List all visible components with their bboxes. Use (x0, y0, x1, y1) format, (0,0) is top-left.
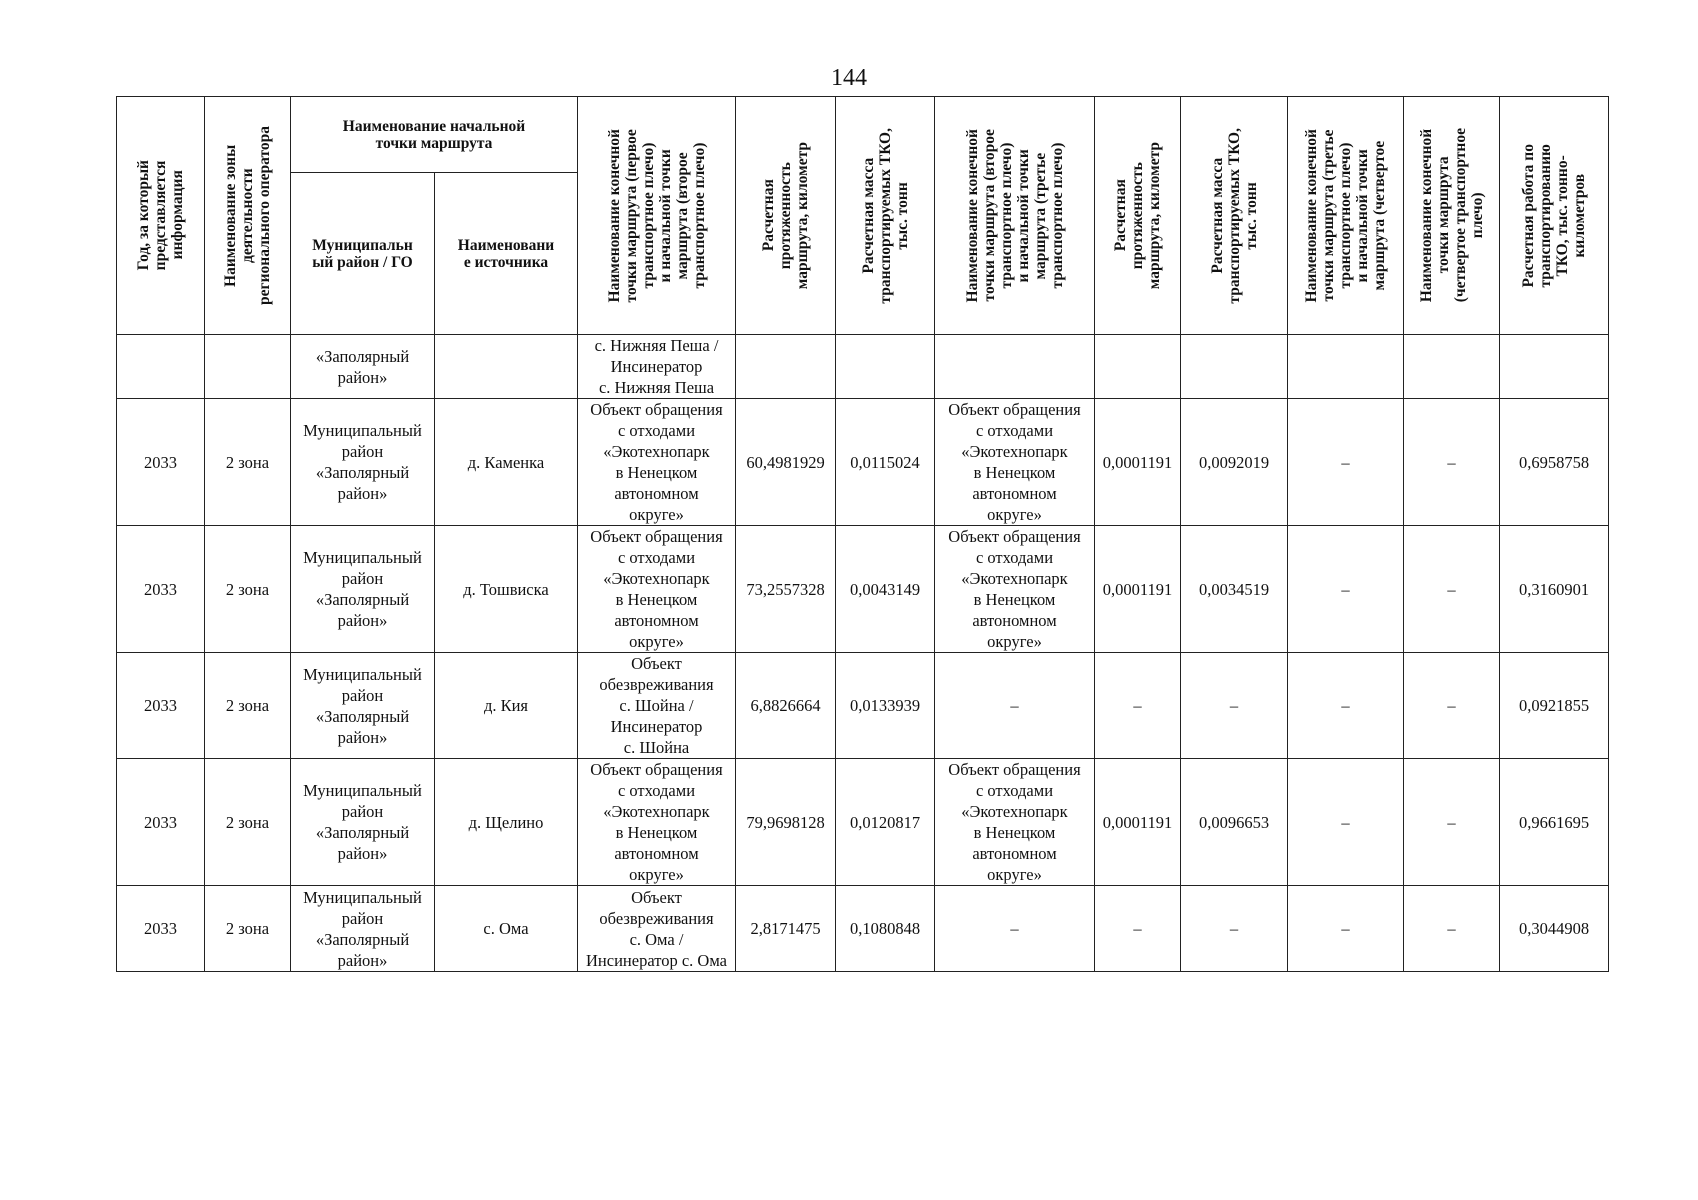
cell-year: 2033 (117, 526, 205, 653)
cell-mass-2: 0,0034519 (1181, 526, 1288, 653)
cell-mass-1: 0,0133939 (836, 653, 935, 759)
cell-zone: 2 зона (205, 886, 291, 972)
cell-mass-1: 0,1080848 (836, 886, 935, 972)
cell-end-point-3: – (1288, 759, 1404, 886)
cell-source: д. Кия (435, 653, 578, 759)
cell-end-point-1: Объект обезвреживания с. Шойна / Инсинератор с. Шойна (578, 653, 736, 759)
cell-zone: 2 зона (205, 399, 291, 526)
cell-distance-2: 0,0001191 (1095, 759, 1181, 886)
cell-end-point-2: Объект обращения с отходами «Экотехнопарк в Ненецком автономном округе» (935, 526, 1095, 653)
cell-mass-2: 0,0092019 (1181, 399, 1288, 526)
cell-source: д. Щелино (435, 759, 578, 886)
header-municipality: Муниципальн ый район / ГО (291, 173, 435, 335)
cell-end-point-4: – (1404, 399, 1500, 526)
route-table (116, 96, 1609, 972)
header-distance-1: Расчетная протяженность маршрута, километр (736, 97, 836, 335)
cell-year: 2033 (117, 653, 205, 759)
cell-mass-2 (1181, 335, 1288, 399)
header-end-point-1: Наименование конечной точки маршрута (первое транспортное плечо) и начальной точки маршрута (второе транспортное плечо) (578, 97, 736, 335)
cell-source: д. Каменка (435, 399, 578, 526)
header-work: Расчетная работа по транспортированию ТКО, тыс. тонно- километров (1500, 97, 1609, 335)
cell-year: 2033 (117, 886, 205, 972)
cell-distance-1: 2,8171475 (736, 886, 836, 972)
cell-distance-1: 60,4981929 (736, 399, 836, 526)
cell-municipality: Муниципальный район «Заполярный район» (291, 399, 435, 526)
cell-mass-1: 0,0120817 (836, 759, 935, 886)
cell-mass-2: – (1181, 886, 1288, 972)
table-row (117, 759, 1609, 886)
cell-end-point-1: Объект обращения с отходами «Экотехнопарк в Ненецком автономном округе» (578, 526, 736, 653)
header-year: Год, за который представляется информация (117, 97, 205, 335)
cell-source: с. Ома (435, 886, 578, 972)
cell-end-point-3: – (1288, 526, 1404, 653)
header-start-point: Наименование начальной точки маршрута (291, 97, 578, 173)
cell-distance-2: – (1095, 886, 1181, 972)
cell-end-point-2: Объект обращения с отходами «Экотехнопарк в Ненецком автономном округе» (935, 759, 1095, 886)
cell-work: 0,3044908 (1500, 886, 1609, 972)
cell-mass-1: 0,0115024 (836, 399, 935, 526)
cell-mass-1 (836, 335, 935, 399)
cell-source (435, 335, 578, 399)
cell-end-point-4: – (1404, 759, 1500, 886)
cell-distance-1: 73,2557328 (736, 526, 836, 653)
cell-distance-1: 79,9698128 (736, 759, 836, 886)
cell-municipality: Муниципальный район «Заполярный район» (291, 759, 435, 886)
cell-end-point-1: Объект обращения с отходами «Экотехнопарк в Ненецком автономном округе» (578, 399, 736, 526)
table-row (117, 399, 1609, 526)
cell-end-point-3: – (1288, 886, 1404, 972)
cell-work: 0,0921855 (1500, 653, 1609, 759)
header-source: Наименовани е источника (435, 173, 578, 335)
cell-source: д. Тошвиска (435, 526, 578, 653)
cell-zone: 2 зона (205, 526, 291, 653)
table-row (117, 653, 1609, 759)
cell-work: 0,9661695 (1500, 759, 1609, 886)
cell-municipality: Муниципальный район «Заполярный район» (291, 526, 435, 653)
cell-end-point-4: – (1404, 886, 1500, 972)
cell-end-point-2: – (935, 653, 1095, 759)
cell-end-point-3 (1288, 335, 1404, 399)
cell-zone: 2 зона (205, 759, 291, 886)
header-end-point-4: Наименование конечной точки маршрута (четвертое транспортное плечо) (1404, 97, 1500, 335)
cell-end-point-2: – (935, 886, 1095, 972)
cell-zone: 2 зона (205, 653, 291, 759)
cell-zone (205, 335, 291, 399)
cell-year: 2033 (117, 759, 205, 886)
cell-end-point-2: Объект обращения с отходами «Экотехнопарк в Ненецком автономном округе» (935, 399, 1095, 526)
cell-end-point-2 (935, 335, 1095, 399)
cell-distance-2 (1095, 335, 1181, 399)
cell-work: 0,3160901 (1500, 526, 1609, 653)
header-end-point-3: Наименование конечной точки маршрута (третье транспортное плечо) и начальной точки маршрута (четвертое (1288, 97, 1404, 335)
cell-distance-2: – (1095, 653, 1181, 759)
cell-municipality: Муниципальный район «Заполярный район» (291, 653, 435, 759)
cell-end-point-3: – (1288, 399, 1404, 526)
cell-municipality: «Заполярный район» (291, 335, 435, 399)
cell-year (117, 335, 205, 399)
table-row (117, 886, 1609, 972)
cell-end-point-1: Объект обращения с отходами «Экотехнопарк в Ненецком автономном округе» (578, 759, 736, 886)
cell-distance-2: 0,0001191 (1095, 526, 1181, 653)
cell-work (1500, 335, 1609, 399)
cell-end-point-4: – (1404, 653, 1500, 759)
cell-end-point-1: с. Нижняя Пеша / Инсинератор с. Нижняя Пеша (578, 335, 736, 399)
cell-end-point-4: – (1404, 526, 1500, 653)
cell-mass-2: 0,0096653 (1181, 759, 1288, 886)
cell-end-point-1: Объект обезвреживания с. Ома / Инсинератор с. Ома (578, 886, 736, 972)
cell-mass-2: – (1181, 653, 1288, 759)
cell-work: 0,6958758 (1500, 399, 1609, 526)
cell-distance-2: 0,0001191 (1095, 399, 1181, 526)
cell-municipality: Муниципальный район «Заполярный район» (291, 886, 435, 972)
header-zone: Наименование зоны деятельности регионального оператора (205, 97, 291, 335)
page-number: 144 (831, 65, 867, 91)
cell-end-point-3: – (1288, 653, 1404, 759)
header-mass-2: Расчетная масса транспортируемых ТКО, тыс. тонн (1181, 97, 1288, 335)
header-mass-1: Расчетная масса транспортируемых ТКО, тыс. тонн (836, 97, 935, 335)
cell-year: 2033 (117, 399, 205, 526)
header-distance-2: Расчетная протяженность маршрута, километр (1095, 97, 1181, 335)
cell-distance-1: 6,8826664 (736, 653, 836, 759)
cell-distance-1 (736, 335, 836, 399)
cell-mass-1: 0,0043149 (836, 526, 935, 653)
header-end-point-2: Наименование конечной точки маршрута (второе транспортное плечо) и начальной точки маршрута (третье транспортное плечо) (935, 97, 1095, 335)
cell-end-point-4 (1404, 335, 1500, 399)
table-row (117, 526, 1609, 653)
table-row-continued (117, 335, 1609, 399)
